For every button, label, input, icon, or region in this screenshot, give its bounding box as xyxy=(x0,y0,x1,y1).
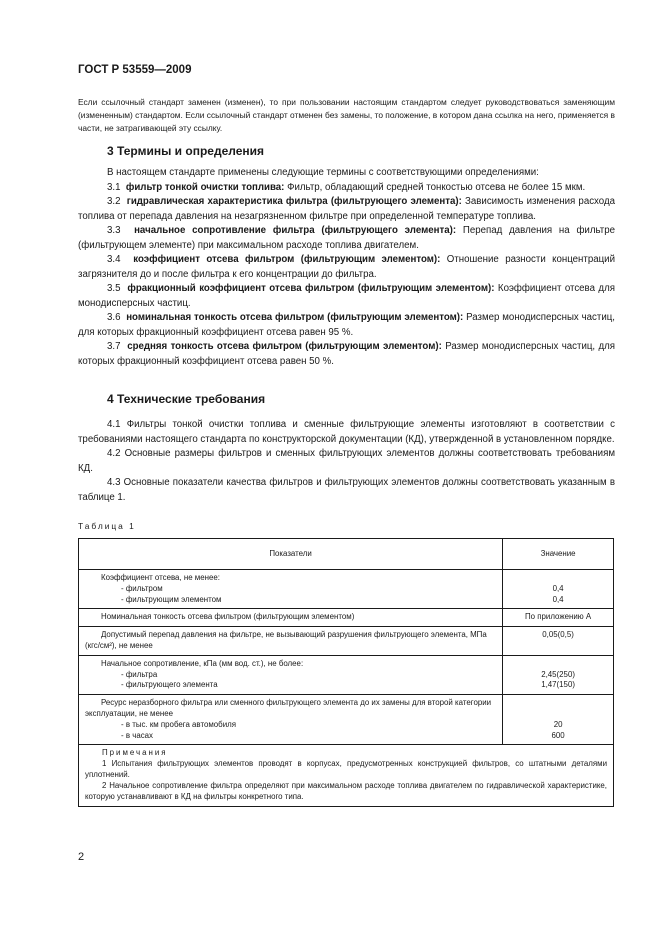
section-3-title: 3 Термины и определения xyxy=(107,144,265,158)
clause-4-1: 4.1 Фильтры тонкой очистки топлива и сменные фильтрующие элементы изготовляют в соответствии с требованиями настоящего стандарта по конструкторской документации (КД), утвержденной в установленном порядке. xyxy=(78,419,615,445)
row-value: 0,4 0,4 xyxy=(503,570,614,609)
term-3-2: 3.2 гидравлическая характеристика фильтра (фильтрующего элемента): Зависимость изменения расхода топлива от перепада давления на незагрязненном фильтре при определенной температуре топлива. xyxy=(78,196,615,222)
table-row xyxy=(79,655,614,694)
row-label: Номинальная тонкость отсева фильтром (фильтрующим элементом) xyxy=(79,609,503,627)
note-1: 1 Испытания фильтрующих элементов проводят в корпусах, предусмотренных конструкцией фильтров, со штатными деталями уплотнений. xyxy=(85,759,607,779)
table-row xyxy=(79,627,614,656)
section-3-lead: В настоящем стандарте применены следующие термины с соответствующими определениями: xyxy=(107,167,539,178)
header-indicators: Показатели xyxy=(79,539,503,570)
table-header-row xyxy=(79,539,614,570)
table-row xyxy=(79,609,614,627)
clause-4-2: 4.2 Основные размеры фильтров и сменных фильтрующих элементов должны соответствовать требованиям КД. xyxy=(78,448,615,474)
header-value: Значение xyxy=(503,539,614,570)
table-row xyxy=(79,695,614,745)
table-notes-row xyxy=(79,745,614,807)
term-3-4: 3.4 коэффициент отсева фильтром (фильтрующим элементом): Отношение разности концентраций загрязнителя до и после фильтра к его концентрации до фильтра. xyxy=(78,254,615,280)
section-3-body xyxy=(78,166,615,369)
clause-4-3: 4.3 Основные показатели качества фильтров и фильтрующих элементов должны соответствовать указанным в таблице 1. xyxy=(78,477,615,503)
row-value: 2,45(250) 1,47(150) xyxy=(503,655,614,694)
page-number: 2 xyxy=(78,851,85,863)
row-label: Ресурс неразборного фильтра или сменного фильтрующего элемента до их замены для второй категории эксплуатации, не менее - в тыс. км пробега автомобиля - в часах xyxy=(79,695,503,745)
note-2: 2 Начальное сопротивление фильтра определяют при максимальном расходе топлива двигателем по гидравлической характеристике, которую устанавливают в КД на фильтры конкретного типа. xyxy=(85,780,607,801)
term-3-7: 3.7 средняя тонкость отсева фильтром (фильтрующим элементом): Размер монодисперсных частиц, для которых фракционный коэффициент отсева равен 50 %. xyxy=(78,341,616,367)
row-label: Начальное сопротивление, кПа (мм вод. ст.), не более: - фильтра - фильтрующего элемента xyxy=(79,655,503,694)
standard-header: ГОСТ Р 53559—2009 xyxy=(78,64,192,76)
row-label: Коэффициент отсева, не менее: - фильтром - фильтрующим элементом xyxy=(79,570,503,609)
intro-paragraph: Если ссылочный стандарт заменен (изменен), то при пользовании настоящим стандартом следует руководствоваться заменяющим (измененным) стандартом. Если ссылочный стандарт отменен без замены, то положение, в котором дана ссылка на него, применяется в части, не затрагивающей эту ссылку. xyxy=(78,97,615,133)
row-value: По приложению А xyxy=(503,609,614,627)
term-3-3: 3.3 начальное сопротивление фильтра (фильтрующего элемента): Перепад давления на фильтре (фильтрующем элементе) при максимальном расходе топлива двигателем. xyxy=(78,225,615,251)
table-row xyxy=(79,570,614,609)
section-4-title: 4 Технические требования xyxy=(107,392,266,406)
table-caption: Таблица 1 xyxy=(78,521,136,531)
row-label: Допустимый перепад давления на фильтре, не вызывающий разрушения фильтрующего элемента, МПа (кгс/см²), не менее xyxy=(79,627,503,656)
table-notes xyxy=(79,745,614,807)
indicators-table xyxy=(78,538,614,807)
row-value: 0,05(0,5) xyxy=(503,627,614,656)
term-3-5: 3.5 фракционный коэффициент отсева фильтром (фильтрующим элементом): Коэффициент отсева для монодисперсных частиц. xyxy=(78,283,615,309)
notes-title: Примечания xyxy=(102,748,168,758)
row-value: 20 600 xyxy=(503,695,614,745)
section-4-body xyxy=(78,418,615,505)
term-3-1: 3.1 фильтр тонкой очистки топлива: Фильтр, обладающий средней тонкостью отсева не более 15 мкм. xyxy=(107,181,586,193)
term-3-6: 3.6 номинальная тонкость отсева фильтром (фильтрующим элементом): Размер монодисперсных частиц, для которых фракционный коэффициент отсева равен 95 %. xyxy=(78,312,615,338)
